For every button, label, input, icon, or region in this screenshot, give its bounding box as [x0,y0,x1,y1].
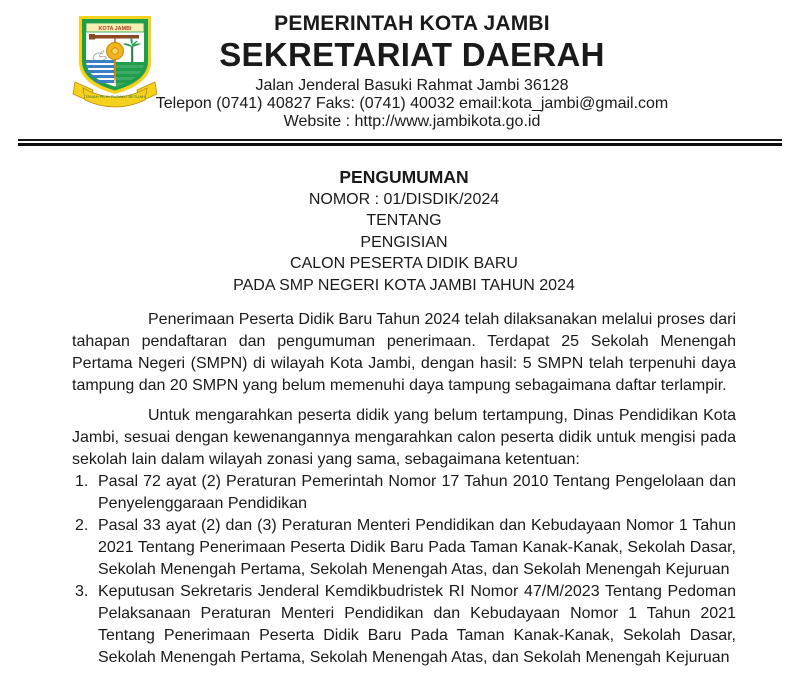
about-label: TENTANG [366,212,442,230]
department-name: SEKRETARIAT DAERAH [219,36,605,74]
list-item-number: 3. [75,583,89,601]
list-item-number: 2. [75,517,89,535]
document-number: NOMOR : 01/DISDIK/2024 [308,190,500,208]
list-item-text: Pasal 72 ayat (2) Peraturan Pemerintah Nomor 17 Tahun 2010 Tentang Pengelolaan dan Penyelenggaraan Pendidikan [98,473,736,513]
list-item [72,471,736,515]
list-item [72,515,736,581]
paragraph-1: Penerimaan Peserta Didik Baru Tahun 2024 telah dilaksanakan melalui proses dari tahapan pendaftaran dan pengumuman penerimaan. Terdapat 25 Sekolah Menengah Pertama Negeri (SMPN) di wilayah Kota Jambi, dengan hasil: 5 SMPN telah terpenuhi daya tampung dan 20 SMPN yang belum memenuhi daya tampung sebagaimana daftar terlampir. [72,311,736,395]
website-line: Website : http://www.jambikota.go.id [283,113,541,131]
list-item-text: Keputusan Sekretaris Jenderal Kemdikbudristek RI Nomor 47/M/2023 Tentang Pedoman Pelaksanaan Peraturan Menteri Pendidikan dan Kebudayaan Nomor 1 Tahun 2021 Tentang Penerimaan Peserta Didik Baru Pada Taman Kanak-Kanak, Sekolah Dasar, Sekolah Menengah Pertama, Sekolah Menengah Atas, dan Sekolah Menengah Kejuruan [98,583,736,667]
paragraph-2: Untuk mengarahkan peserta didik yang belum tertampung, Dinas Pendidikan Kota Jambi, sesuai dengan kewenangannya mengarahkan calon peserta didik untuk mengisi pada sekolah lain dalam wilayah zonasi yang sama, sebagaimana ketentuan: [72,407,736,469]
shield [79,16,151,94]
government-name: PEMERINTAH KOTA JAMBI [274,12,550,35]
document-body [72,309,736,669]
subject-line-3: PADA SMP NEGERI KOTA JAMBI TAHUN 2024 [233,276,575,294]
list-item [72,581,736,669]
contact-line: Telepon (0741) 40827 Faks: (0741) 40032 email:kota_jambi@gmail.com [155,95,669,113]
banner-text: KOTA JAMBI [98,26,132,32]
motto-text: TANAH PILIH PUSAKO BETUAH [85,94,145,99]
letterhead [0,0,800,131]
subject-line-1: PENGISIAN [360,233,448,251]
list-item-number: 1. [75,473,89,491]
kota-jambi-seal-icon [69,10,161,108]
title-block [72,167,736,296]
list-item-text: Pasal 33 ayat (2) dan (3) Peraturan Menteri Pendidikan dan Kebudayaan Nomor 1 Tahun 2021 Tentang Penerimaan Peserta Didik Baru Pada Taman Kanak-Kanak, Sekolah Dasar, Sekolah Menengah Pertama, Sekolah Menengah Atas, dan Sekolah Menengah Kejuruan [98,517,736,579]
legal-basis-list [72,471,736,669]
document-title: PENGUMUMAN [339,167,469,188]
header-rule [18,139,782,146]
address-line: Jalan Jenderal Basuki Rahmat Jambi 36128 [255,77,569,95]
subject-line-2: CALON PESERTA DIDIK BARU [290,255,518,273]
